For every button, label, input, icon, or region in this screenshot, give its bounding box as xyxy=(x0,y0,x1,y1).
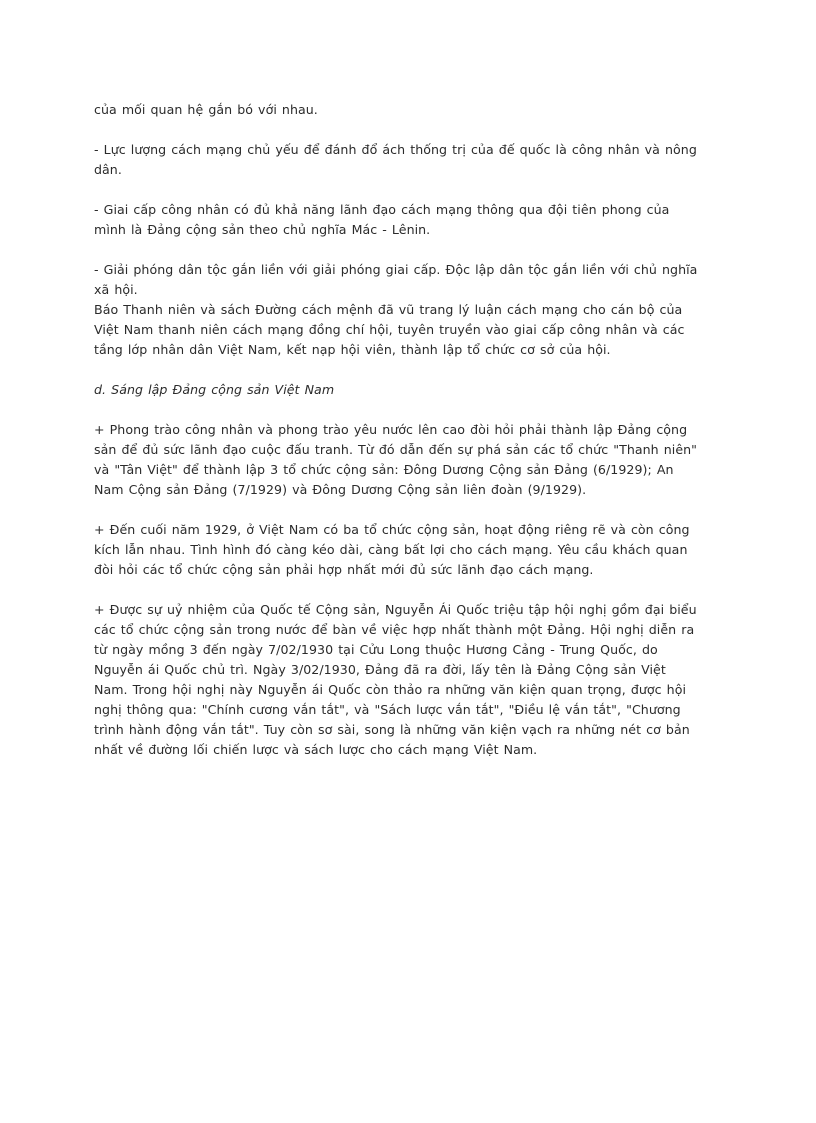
text-line: của mối quan hệ gắn bó với nhau. xyxy=(94,102,318,117)
text-line: từ ngày mồng 3 đến ngày 7/02/1930 tại Cửu Long thuộc Hương Cảng - Trung Quốc, do xyxy=(94,642,658,657)
paragraph-gap xyxy=(94,500,718,520)
text-line: dân. xyxy=(94,162,122,177)
text-line: tầng lớp nhân dân Việt Nam, kết nạp hội viên, thành lập tổ chức cơ sở của hội. xyxy=(94,342,611,357)
paragraph-gap xyxy=(94,120,718,140)
section-heading: d. Sáng lập Đảng cộng sản Việt Nam xyxy=(94,382,335,397)
text-line: nghị thông qua: "Chính cương vắn tắt", và "Sách lược vắn tắt", "Điều lệ vắn tắt", "Chương xyxy=(94,702,681,717)
text-line: trình hành động vắn tắt". Tuy còn sơ sài, song là những văn kiện vạch ra những nét cơ bản xyxy=(94,722,690,737)
text-line: Nam Cộng sản Đảng (7/1929) và Đông Dương Cộng sản liên đoàn (9/1929). xyxy=(94,482,587,497)
document-page xyxy=(94,100,718,760)
text-line: + Được sự uỷ nhiệm của Quốc tế Cộng sản, Nguyễn Ái Quốc triệu tập hội nghị gồm đại biểu xyxy=(94,602,697,617)
paragraph-gap xyxy=(94,360,718,380)
text-line: và "Tân Việt" để thành lập 3 tổ chức cộng sản: Đông Dương Cộng sản Đảng (6/1929); An xyxy=(94,462,674,477)
text-line: các tổ chức cộng sản trong nước để bàn về việc hợp nhất thành một Đảng. Hội nghị diễn ra xyxy=(94,622,695,637)
text-line: Nguyễn ái Quốc chủ trì. Ngày 3/02/1930, Đảng đã ra đời, lấy tên là Đảng Cộng sản Việt xyxy=(94,662,666,677)
text-line: Việt Nam thanh niên cách mạng đồng chí hội, tuyên truyền vào giai cấp công nhân và các xyxy=(94,322,685,337)
paragraph-gap xyxy=(94,240,718,260)
text-line: xã hội. xyxy=(94,282,138,297)
text-line: - Giải phóng dân tộc gắn liền với giải phóng giai cấp. Độc lập dân tộc gắn liền với chủ nghĩa xyxy=(94,262,698,277)
text-line: - Giai cấp công nhân có đủ khả năng lãnh đạo cách mạng thông qua đội tiên phong của xyxy=(94,202,670,217)
text-line: kích lẫn nhau. Tình hình đó càng kéo dài, càng bất lợi cho cách mạng. Yêu cầu khách quan xyxy=(94,542,688,557)
text-line: - Lực lượng cách mạng chủ yếu để đánh đổ ách thống trị của đế quốc là công nhân và nông xyxy=(94,142,697,157)
text-line: mình là Đảng cộng sản theo chủ nghĩa Mác - Lênin. xyxy=(94,222,431,237)
paragraph-gap xyxy=(94,580,718,600)
text-line: + Đến cuối năm 1929, ở Việt Nam có ba tổ chức cộng sản, hoạt động riêng rẽ và còn công xyxy=(94,522,690,537)
text-line: nhất về đường lối chiến lược và sách lược cho cách mạng Việt Nam. xyxy=(94,742,538,757)
paragraph-gap xyxy=(94,180,718,200)
text-line: + Phong trào công nhân và phong trào yêu nước lên cao đòi hỏi phải thành lập Đảng cộng xyxy=(94,422,688,437)
text-line: Báo Thanh niên và sách Đường cách mệnh đã vũ trang lý luận cách mạng cho cán bộ của xyxy=(94,302,683,317)
paragraph-gap xyxy=(94,400,718,420)
text-line: đòi hỏi các tổ chức cộng sản phải hợp nhất mới đủ sức lãnh đạo cách mạng. xyxy=(94,562,594,577)
text-line: sản để đủ sức lãnh đạo cuộc đấu tranh. Từ đó dẫn đến sự phá sản các tổ chức "Thanh niên" xyxy=(94,442,697,457)
text-line: Nam. Trong hội nghị này Nguyễn ái Quốc còn thảo ra những văn kiện quan trọng, được hội xyxy=(94,682,687,697)
